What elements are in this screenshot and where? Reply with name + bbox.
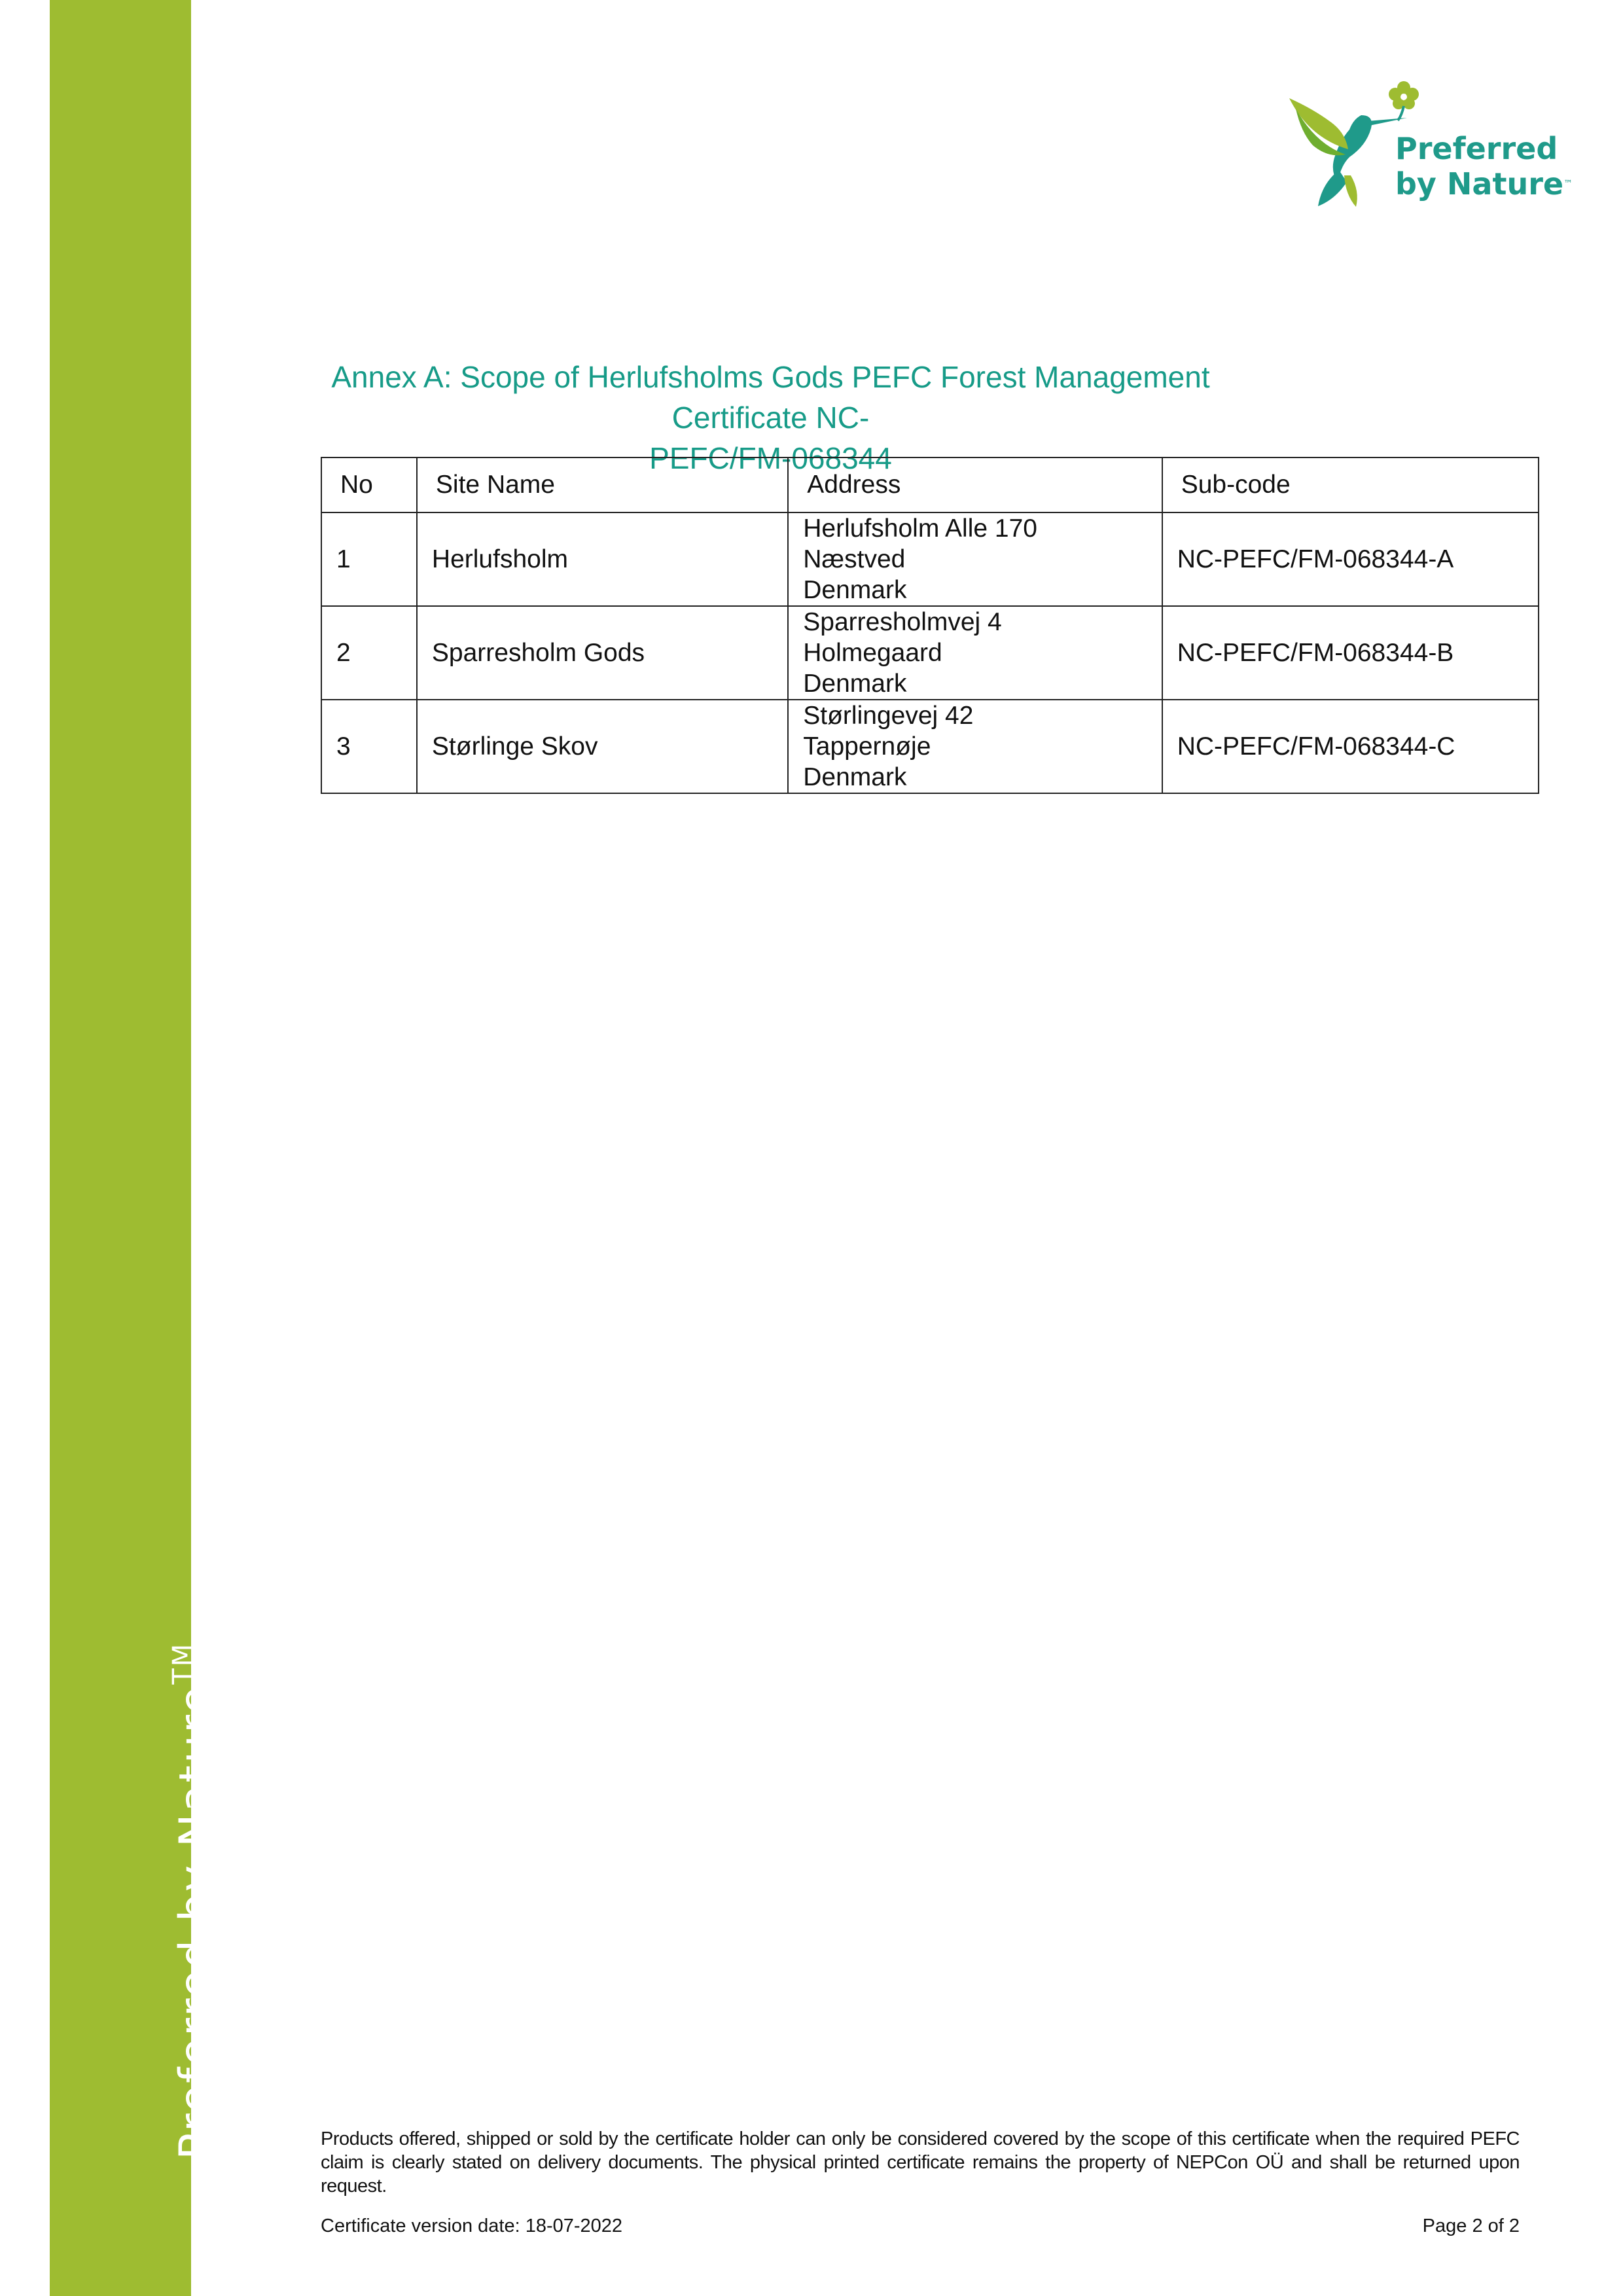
table-row [321, 700, 1539, 793]
cell-site-name: Størlinge Skov [417, 700, 788, 793]
cell-address: Størlingevej 42 Tappernøje Denmark [788, 700, 1162, 793]
logo-wordmark: Preferred by Nature™ [1395, 131, 1573, 202]
table-row [321, 606, 1539, 700]
cell-site-name: Sparresholm Gods [417, 606, 788, 700]
cell-no: 1 [321, 512, 417, 606]
cell-sub-code: NC-PEFC/FM-068344-B [1162, 606, 1539, 700]
table-row [321, 512, 1539, 606]
cell-sub-code: NC-PEFC/FM-068344-A [1162, 512, 1539, 606]
cell-address: Herlufsholm Alle 170 Næstved Denmark [788, 512, 1162, 606]
certificate-version-date: Certificate version date: 18-07-2022 [321, 2215, 623, 2236]
cell-no: 2 [321, 606, 417, 700]
cell-site-name: Herlufsholm [417, 512, 788, 606]
table-header-row [321, 457, 1539, 512]
cell-no: 3 [321, 700, 417, 793]
footer-disclaimer: Products offered, shipped or sold by the certificate holder can only be considered covered by the scope of this certificate when the required PEFC claim is clearly stated on delivery documents. The physical printed certificate remains the property of NEPCon OÜ and shall be returned upon request. [321, 2128, 1520, 2197]
sidebar-band [50, 0, 222, 2296]
header-address: Address [788, 457, 1162, 512]
header-site-name: Site Name [417, 457, 788, 512]
cell-address: Sparresholmvej 4 Holmegaard Denmark [788, 606, 1162, 700]
scope-table [321, 457, 1539, 794]
header-no: No [321, 457, 417, 512]
sidebar-brand-text: Preferred by Nature™ [168, 1641, 222, 2160]
header-sub-code: Sub-code [1162, 457, 1539, 512]
annex-title: Annex A: Scope of Herlufsholms Gods PEFC Forest Management Certificate NC- PEFC/FM-068344 [331, 360, 1210, 475]
page-number: Page 2 of 2 [1422, 2215, 1520, 2236]
brand-logo [1283, 72, 1584, 209]
cell-sub-code: NC-PEFC/FM-068344-C [1162, 700, 1539, 793]
